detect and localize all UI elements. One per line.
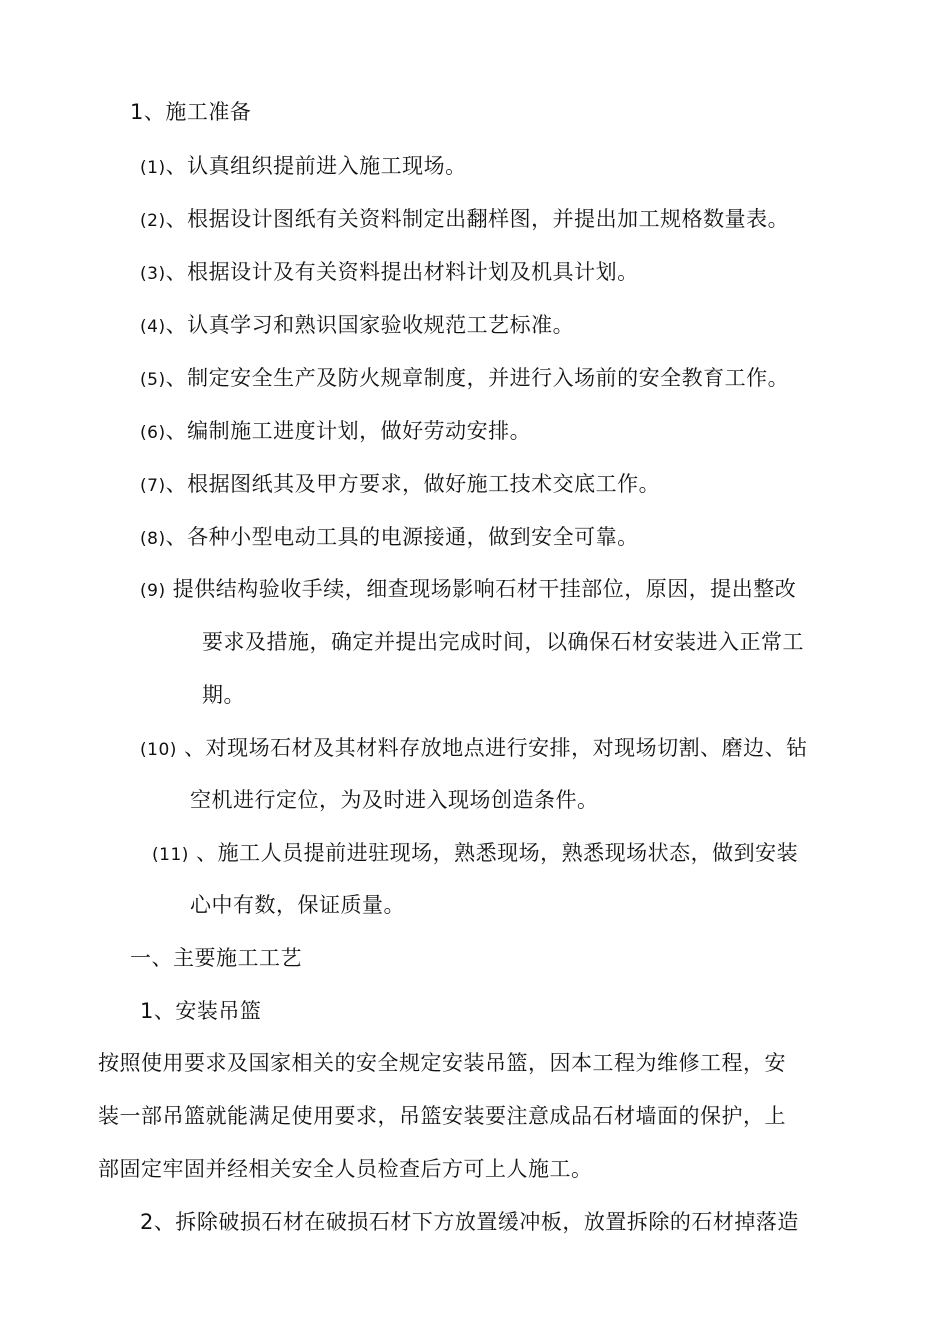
subsection-title-1: 1、安装吊篮 bbox=[140, 999, 262, 1023]
prep-item-7 bbox=[140, 471, 660, 499]
prep-item-4 bbox=[140, 312, 574, 340]
item-number: (10) bbox=[140, 740, 177, 760]
prep-item-9 bbox=[140, 576, 796, 604]
paragraph-line: 部固定牢固并经相关安全人员检查后方可上人施工。 bbox=[98, 1157, 593, 1181]
item-number: (3) bbox=[140, 264, 166, 284]
item-text: 、根据设计图纸有关资料制定出翻样图，并提出加工规格数量表。 bbox=[165, 207, 790, 231]
prep-item-2 bbox=[140, 206, 789, 234]
item-number: (6) bbox=[140, 423, 166, 443]
item-text: 、根据设计及有关资料提出材料计划及机具计划。 bbox=[165, 260, 639, 284]
prep-item-9-cont: 期。 bbox=[202, 683, 245, 707]
prep-item-10 bbox=[140, 735, 808, 763]
item-number: (5) bbox=[140, 370, 166, 390]
item-number: (2) bbox=[140, 211, 166, 231]
prep-item-11-cont: 心中有数，保证质量。 bbox=[190, 893, 405, 917]
item-number: (9) bbox=[140, 581, 166, 601]
item-text: 、各种小型电动工具的电源接通，做到安全可靠。 bbox=[165, 525, 639, 549]
item-text: 、编制施工进度计划，做好劳动安排。 bbox=[165, 419, 532, 443]
item-text: 、认真组织提前进入施工现场。 bbox=[165, 154, 467, 178]
paragraph-line: 按照使用要求及国家相关的安全规定安装吊篮，因本工程为维修工程，安 bbox=[98, 1051, 786, 1075]
item-text: 、认真学习和熟识国家验收规范工艺标准。 bbox=[165, 313, 575, 337]
item-number: (1) bbox=[140, 158, 166, 178]
prep-item-1 bbox=[140, 153, 467, 181]
prep-item-5 bbox=[140, 365, 789, 393]
item-number: (4) bbox=[140, 317, 166, 337]
prep-item-6 bbox=[140, 418, 531, 446]
section-title-prep: 1、施工准备 bbox=[130, 100, 252, 124]
subsection-2-line: 2、拆除破损石材在破损石材下方放置缓冲板，放置拆除的石材掉落造 bbox=[140, 1210, 799, 1234]
prep-item-8 bbox=[140, 524, 639, 552]
prep-item-9-cont: 要求及措施，确定并提出完成时间，以确保石材安装进入正常工 bbox=[202, 630, 804, 654]
prep-item-11 bbox=[152, 840, 798, 868]
item-text: 、施工人员提前进驻现场，熟悉现场，熟悉现场状态，做到安装 bbox=[196, 841, 799, 865]
item-text: 提供结构验收手续，细查现场影响石材干挂部位，原因，提出整改 bbox=[172, 577, 797, 601]
item-text: 、制定安全生产及防火规章制度，并进行入场前的安全教育工作。 bbox=[165, 366, 790, 390]
paragraph-line: 装一部吊篮就能满足使用要求，吊篮安装要注意成品石材墙面的保护，上 bbox=[98, 1104, 786, 1128]
item-number: (11) bbox=[152, 845, 189, 865]
prep-item-3 bbox=[140, 259, 639, 287]
item-text: 、对现场石材及其材料存放地点进行安排，对现场切割、磨边、钻 bbox=[184, 736, 808, 760]
item-number: (8) bbox=[140, 529, 166, 549]
prep-item-10-cont: 空机进行定位，为及时进入现场创造条件。 bbox=[190, 788, 599, 812]
item-text: 、根据图纸其及甲方要求，做好施工技术交底工作。 bbox=[165, 472, 661, 496]
section-title-main: 一、主要施工工艺 bbox=[130, 946, 302, 970]
item-number: (7) bbox=[140, 476, 166, 496]
